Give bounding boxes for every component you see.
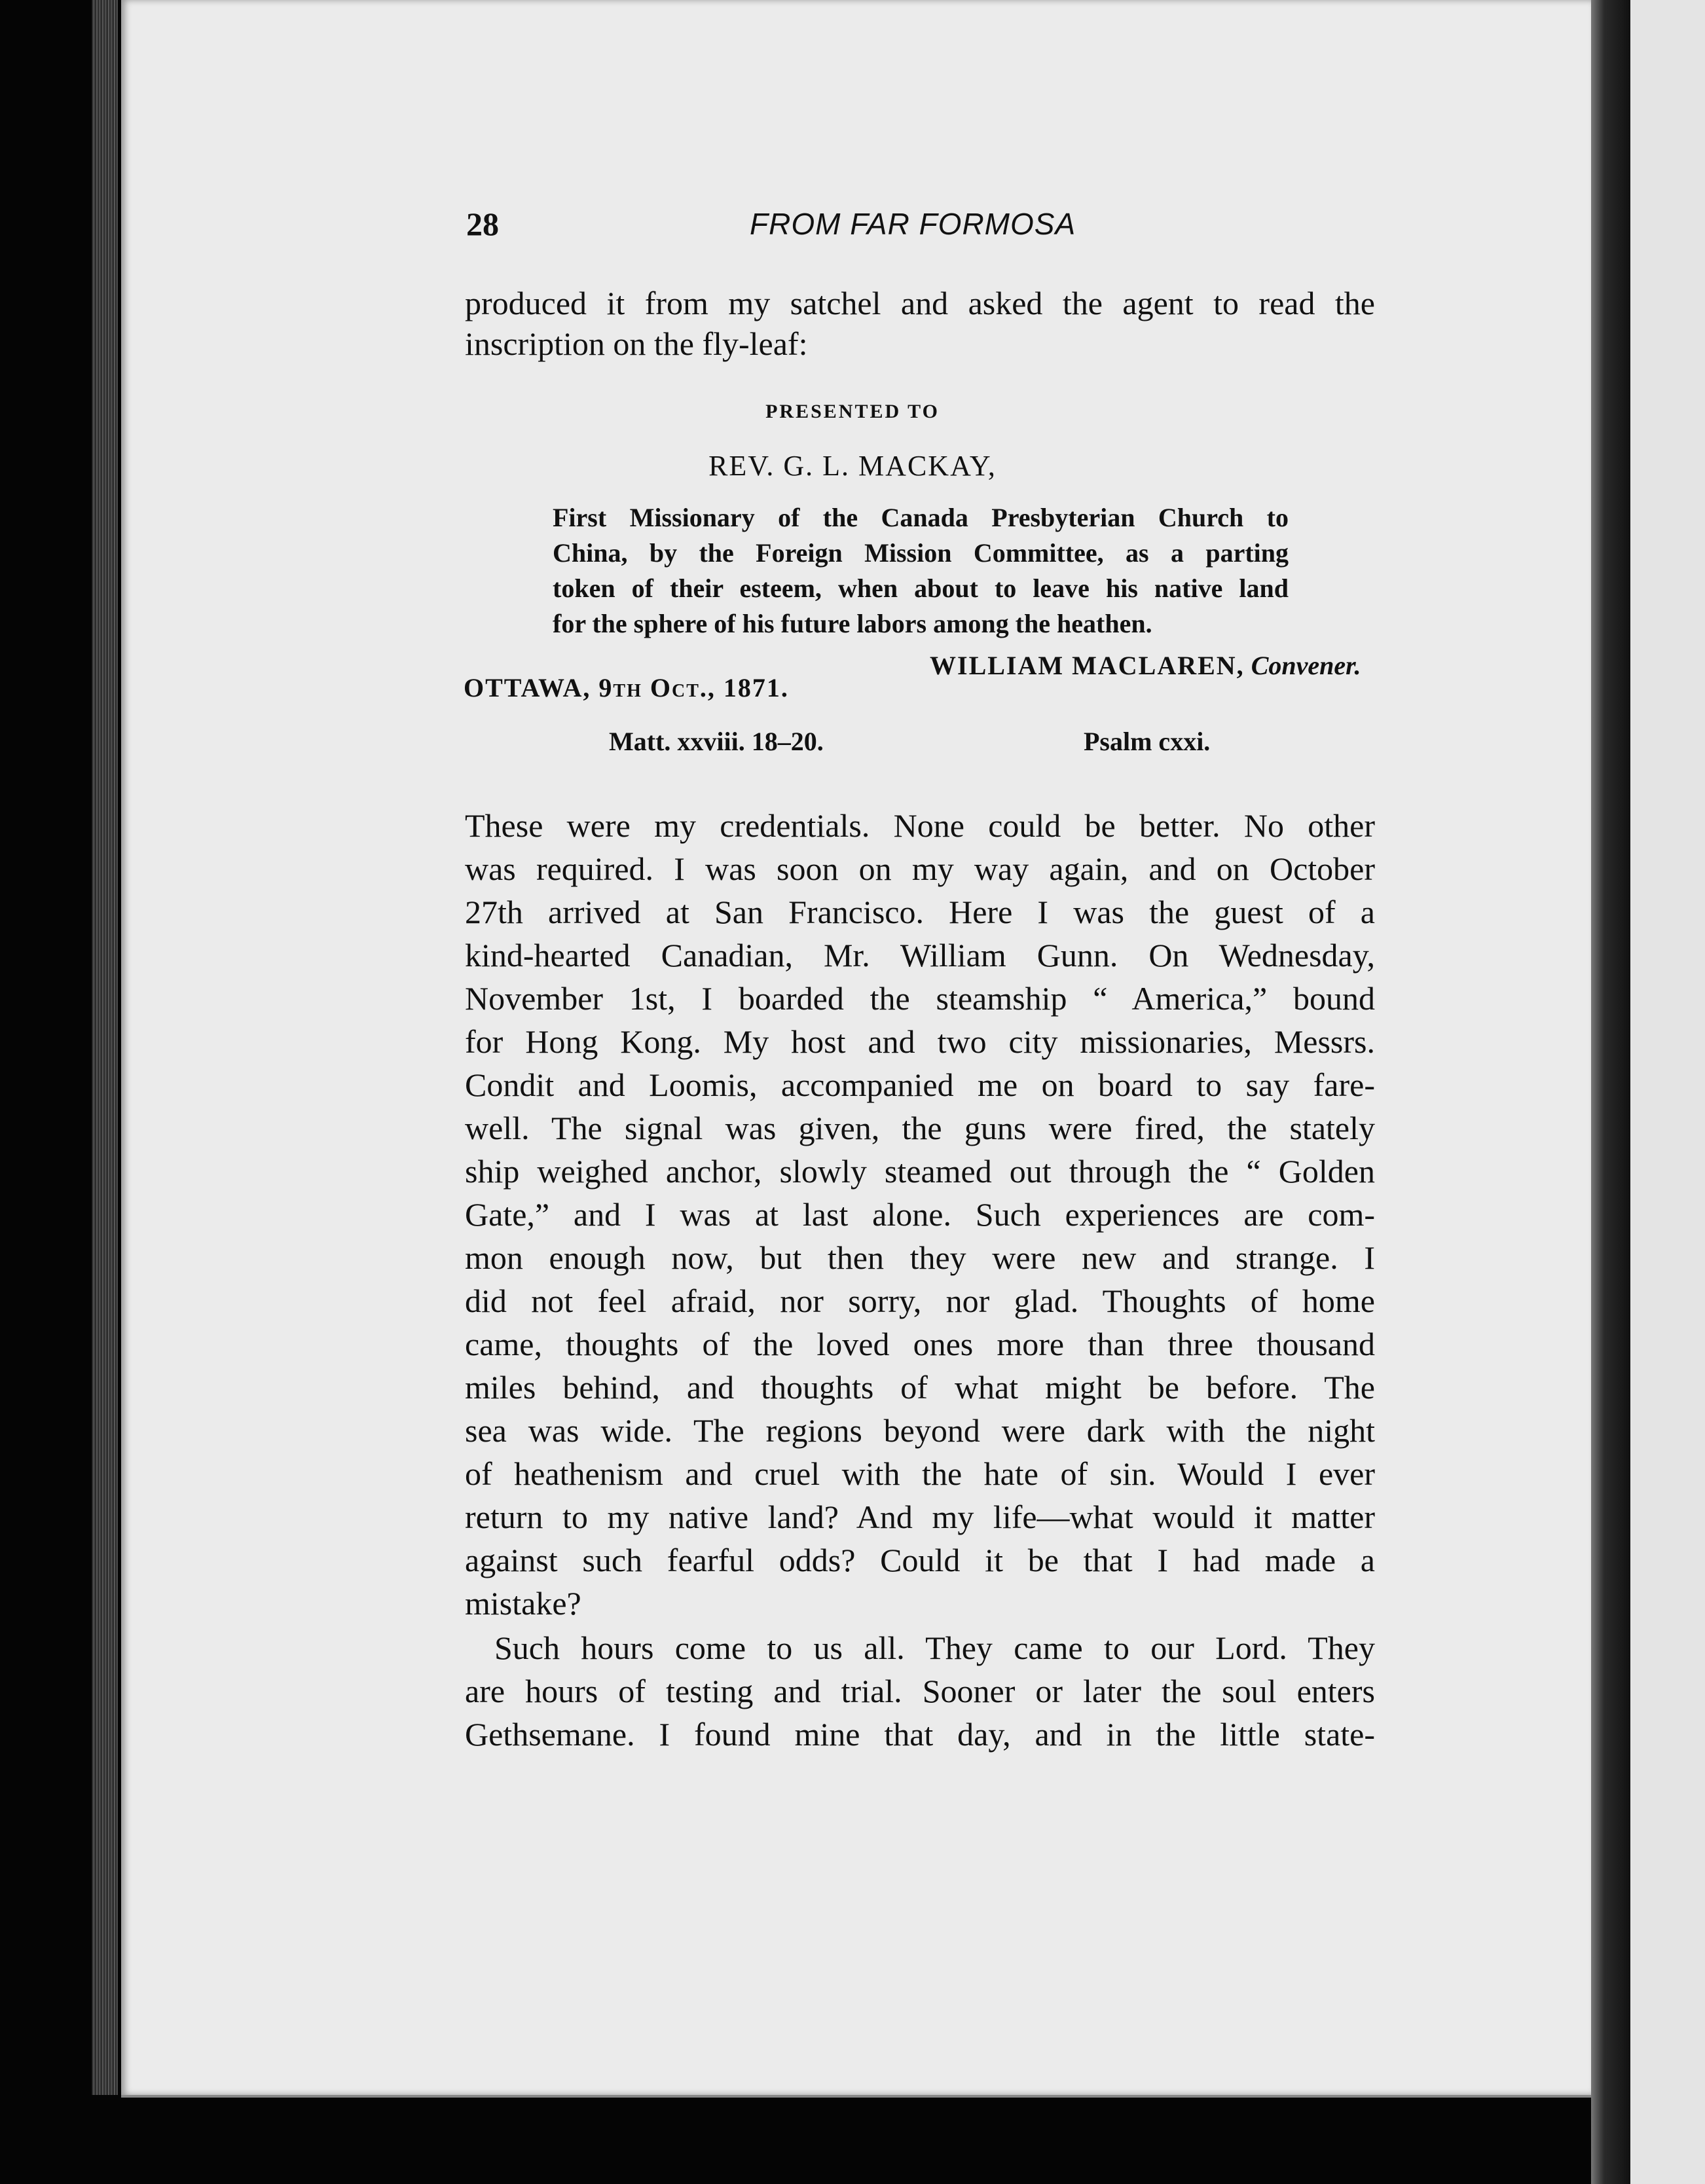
paragraph-1-line-19: mistake? (465, 1585, 581, 1622)
scripture-reference-matthew: Matt. xxviii. 18–20. (609, 727, 824, 756)
paragraph-1-line-15: sea was wide. The regions beyond were dark with the night (465, 1412, 1375, 1449)
paragraph-1-line-13: came, thoughts of the loved ones more than three thousand (465, 1326, 1375, 1362)
paragraph-2-line-1: Such hours come to us all. They came to our Lord. They (494, 1629, 1375, 1666)
inscription-label: PRESENTED TO (765, 401, 940, 422)
inscription-line-2: China, by the Foreign Mission Committee, as a parting (553, 538, 1289, 568)
paragraph-1-line-14: miles behind, and thoughts of what might be before. The (465, 1369, 1375, 1406)
intro-line-2: inscription on the fly-leaf: (465, 325, 808, 362)
paragraph-1-line-10: Gate,” and I was at last alone. Such experiences are com- (465, 1196, 1375, 1233)
scripture-reference-psalm: Psalm cxxi. (1084, 727, 1211, 756)
inscription-line-4: for the sphere of his future labors among the heathen. (553, 609, 1152, 638)
paragraph-1-line-11: mon enough now, but then they were new and strange. I (465, 1239, 1375, 1276)
book-spine-shadow (1591, 0, 1630, 2184)
book-page-edges (92, 0, 118, 2095)
paragraph-1-line-6: for Hong Kong. My host and two city missionaries, Messrs. (465, 1023, 1375, 1060)
paragraph-1-line-4: kind-hearted Canadian, Mr. William Gunn. On Wednesday, (465, 937, 1375, 974)
inscription-signature (930, 648, 1361, 683)
paragraph-1-line-18: against such fearful odds? Could it be that I had made a (465, 1542, 1375, 1578)
paragraph-1-line-12: did not feel afraid, nor sorry, nor glad. Thoughts of home (465, 1283, 1375, 1319)
paragraph-1-line-3: 27th arrived at San Francisco. Here I was the guest of a (465, 894, 1375, 930)
facing-page-edge (1630, 0, 1705, 2184)
paragraph-1-line-16: of heathenism and cruel with the hate of sin. Would I ever (465, 1455, 1375, 1492)
paragraph-1-line-2: was required. I was soon on my way again, and on October (465, 850, 1375, 887)
paragraph-1-line-5: November 1st, I boarded the steamship “ America,” bound (465, 980, 1375, 1017)
intro-line-1: produced it from my satchel and asked the agent to read the (465, 285, 1375, 321)
inscription-line-1: First Missionary of the Canada Presbyterian Church to (553, 503, 1289, 532)
paragraph-1-line-7: Condit and Loomis, accompanied me on board to say fare- (465, 1066, 1375, 1103)
inscription-line-3: token of their esteem, when about to leave his native land (553, 573, 1289, 603)
signature-name: WILLIAM MACLAREN, (930, 651, 1245, 680)
page-number: 28 (466, 206, 499, 242)
paragraph-1-line-1: These were my credentials. None could be better. No other (465, 807, 1375, 844)
running-title: FROM FAR FORMOSA (750, 207, 1076, 241)
signature-role: Convener. (1251, 651, 1361, 680)
paragraph-1-line-9: ship weighed anchor, slowly steamed out through the “ Golden (465, 1153, 1375, 1190)
paragraph-1-line-17: return to my native land? And my life—what would it matter (465, 1499, 1375, 1535)
inscription-recipient: REV. G. L. MACKAY, (708, 450, 997, 482)
inscription-place-date: OTTAWA, 9th Oct., 1871. (464, 673, 789, 702)
paragraph-2-line-2: are hours of testing and trial. Sooner or later the soul enters (465, 1673, 1375, 1709)
paragraph-2-line-3: Gethsemane. I found mine that day, and in the little state- (465, 1716, 1375, 1753)
paragraph-1-line-8: well. The signal was given, the guns were fired, the stately (465, 1110, 1375, 1146)
